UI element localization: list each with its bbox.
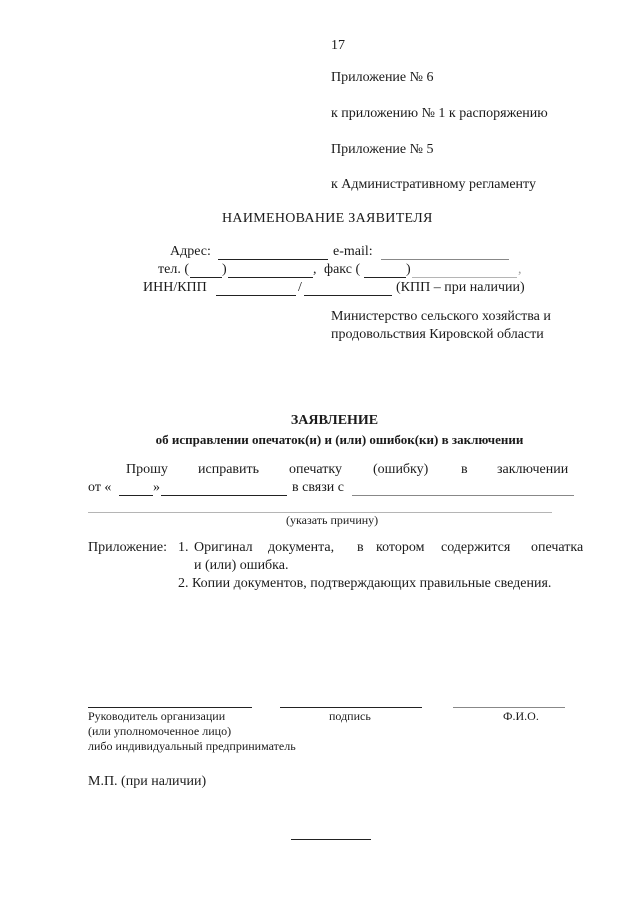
phone-number-line <box>228 277 313 278</box>
request-word-1: Прошу <box>126 462 168 477</box>
request-word-4: (ошибку) <box>373 462 429 477</box>
recipient-line-2: продовольствия Кировской области <box>331 327 544 342</box>
appendix-line-2: к приложению № 1 к распоряжению <box>331 106 548 121</box>
email-field-line <box>381 259 509 260</box>
signature-sign-line <box>280 707 422 708</box>
attachment-1-line-2: и (или) ошибка. <box>194 558 289 573</box>
appendix-line-1: Приложение № 6 <box>331 70 434 85</box>
signature-role-line-2: (или уполномоченное лицо) <box>88 724 232 738</box>
phone-comma: , <box>313 262 317 277</box>
signature-role-line-1: Руководитель организации <box>88 709 226 723</box>
fax-code-close: ) <box>406 262 411 277</box>
request-word-3: опечатку <box>289 462 342 477</box>
attachment-1-number: 1. <box>178 540 189 555</box>
request-word-5: в <box>461 462 468 477</box>
reason-label: в связи с <box>292 480 344 495</box>
request-word-2: исправить <box>198 462 260 477</box>
signature-role-line <box>88 707 252 708</box>
recipient-line-1: Министерство сельского хозяйства и <box>331 309 551 324</box>
phone-code-line <box>190 277 222 278</box>
date-day-line <box>119 495 153 496</box>
statement-subtitle: об исправлении опечаток(и) и (или) ошибок(ки) в заключении <box>155 432 524 447</box>
page-number: 17 <box>331 38 345 53</box>
attachment-1-word-4: котором <box>376 540 425 555</box>
phone-label: тел. ( <box>158 262 189 277</box>
inn-kpp-slash: / <box>298 280 302 295</box>
email-label: e-mail: <box>333 244 373 259</box>
attachments-label: Приложение: <box>88 540 168 555</box>
appendix-line-3: Приложение № 5 <box>331 142 434 157</box>
applicant-heading: НАИМЕНОВАНИЕ ЗАЯВИТЕЛЯ <box>222 211 433 226</box>
statement-title: ЗАЯВЛЕНИЕ <box>290 413 379 428</box>
date-from-label: от « <box>88 480 112 495</box>
closing-separator <box>291 839 371 840</box>
date-quote-close: » <box>153 480 160 495</box>
signature-name-label: Ф.И.О. <box>503 709 539 723</box>
reason-field-line <box>352 495 574 496</box>
signature-role-line-3: либо индивидуальный предприниматель <box>88 739 296 753</box>
inn-field-line <box>216 295 296 296</box>
fax-code-line <box>364 277 406 278</box>
attachment-1-word-3: в <box>357 540 364 555</box>
address-field-line <box>218 259 328 260</box>
request-word-6: заключении <box>497 462 569 477</box>
attachment-1-word-2: документа, <box>268 540 335 555</box>
address-label: Адрес: <box>170 244 211 259</box>
kpp-field-line <box>304 295 392 296</box>
attachment-1-word-6: опечатка <box>531 540 584 555</box>
signature-sign-label: подпись <box>329 709 371 723</box>
kpp-note: (КПП – при наличии) <box>396 280 525 295</box>
appendix-line-4: к Административному регламенту <box>331 177 536 192</box>
fax-comma: , <box>518 262 522 277</box>
stamp-note: М.П. (при наличии) <box>88 774 207 789</box>
signature-name-line <box>453 707 565 708</box>
attachment-2: 2. Копии документов, подтверждающих правильные сведения. <box>178 576 552 591</box>
attachment-1-word-5: содержится <box>441 540 511 555</box>
fax-label: факс ( <box>324 262 361 277</box>
reason-hint: (указать причину) <box>286 513 379 527</box>
date-month-line <box>161 495 287 496</box>
fax-number-line <box>412 277 517 278</box>
attachment-1-word-1: Оригинал <box>194 540 253 555</box>
inn-kpp-label: ИНН/КПП <box>143 280 207 295</box>
phone-code-close: ) <box>222 262 227 277</box>
